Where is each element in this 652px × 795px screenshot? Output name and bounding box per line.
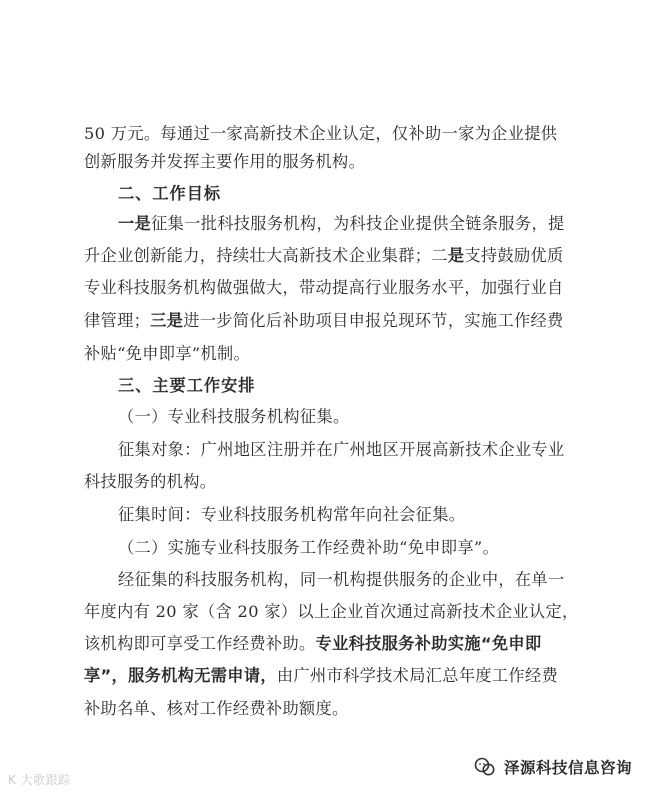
paragraph-line: 年度内有 20 家（含 20 家）以上企业首次通过高新技术企业认定， bbox=[84, 602, 579, 621]
section-heading-arrangements: 三、主要工作安排 bbox=[118, 376, 256, 395]
text: 该机构即可享受工作经费补助。 bbox=[84, 634, 316, 653]
paragraph-line bbox=[84, 666, 584, 686]
subheading: （二）实施专业科技服务工作经费补助“免申即享”。 bbox=[118, 538, 500, 557]
watermark-right bbox=[474, 752, 632, 782]
watermark-left: K 大歌跟踪 bbox=[8, 773, 71, 787]
paragraph-line bbox=[84, 311, 584, 331]
text: 由广州市科学技术局汇总年度工作经费 bbox=[276, 666, 559, 685]
text: 律管理； bbox=[84, 311, 151, 330]
paragraph-line: 补贴“免申即享”机制。 bbox=[84, 344, 251, 363]
bold-text: 是 bbox=[447, 246, 465, 265]
paragraph-line bbox=[84, 634, 584, 654]
bold-text: 享”，服务机构无需申请， bbox=[84, 666, 277, 685]
paragraph-line: 征集时间：专业科技服务机构常年向社会征集。 bbox=[118, 505, 466, 524]
text: 进一步简化后补助项目申报兑现环节，实施工作经费 bbox=[183, 311, 564, 330]
subheading: （一）专业科技服务机构征集。 bbox=[118, 407, 350, 426]
paragraph-line: 经征集的科技服务机构，同一机构提供服务的企业中，在单一 bbox=[118, 570, 565, 589]
paragraph-line: 50 万元。每通过一家高新技术企业认定，仅补助一家为企业提供 bbox=[84, 124, 558, 143]
bold-text: 三是 bbox=[150, 311, 184, 330]
paragraph-line bbox=[84, 246, 584, 266]
bold-text: 专业科技服务补助实施“免申即 bbox=[315, 634, 542, 653]
paragraph-line: 专业科技服务机构做强做大，带动提高行业服务水平，加强行业自 bbox=[84, 278, 564, 297]
text: 征集一批科技服务机构，为科技企业提供全链条服务，提 bbox=[151, 214, 565, 233]
wechat-icon bbox=[474, 756, 496, 778]
text: 支持鼓励优质 bbox=[464, 246, 564, 265]
section-heading-goals: 二、工作目标 bbox=[118, 184, 222, 203]
paragraph-line: 科技服务的机构。 bbox=[84, 472, 217, 491]
paragraph-line bbox=[118, 214, 618, 234]
paragraph-line: 创新服务并发挥主要作用的服务机构。 bbox=[84, 152, 366, 171]
paragraph-line: 征集对象：广州地区注册并在广州地区开展高新技术企业专业 bbox=[118, 440, 565, 459]
bold-text: 一是 bbox=[118, 214, 152, 233]
watermark-account-name: 泽源科技信息咨询 bbox=[504, 759, 633, 777]
paragraph-line: 补助名单、核对工作经费补助额度。 bbox=[84, 699, 349, 718]
text: 升企业创新能力，持续壮大高新技术企业集群；二 bbox=[84, 246, 448, 265]
